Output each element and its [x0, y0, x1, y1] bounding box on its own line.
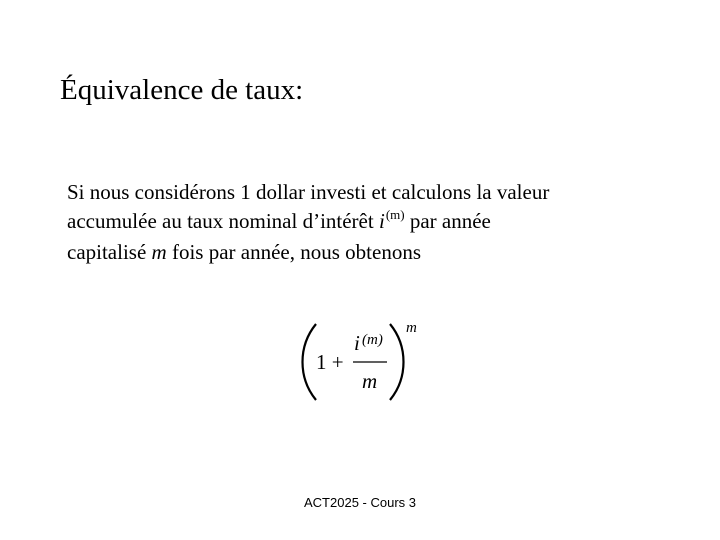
formula-svg	[296, 316, 426, 406]
formula-one-plus: 1 +	[316, 350, 344, 374]
variable-m: m	[151, 240, 167, 264]
paragraph-line-3	[67, 238, 687, 267]
slide-paragraph	[67, 178, 687, 267]
slide-title: Équivalence de taux:	[60, 74, 304, 106]
formula-numerator-sup: (m)	[362, 332, 383, 348]
formula-numerator-i: i	[354, 331, 360, 355]
paragraph-line-2	[67, 207, 687, 238]
slide-footer: ACT2025 - Cours 3	[304, 495, 416, 510]
right-paren	[390, 324, 404, 400]
formula-exponent: m	[406, 320, 417, 336]
superscript-m: (m)	[385, 207, 405, 222]
left-paren	[303, 324, 317, 400]
line3-tail: fois par année, nous obtenons	[166, 240, 421, 264]
line2-text: accumulée au taux nominal d’intérêt	[67, 209, 379, 233]
paragraph-line-1: Si nous considérons 1 dollar investi et calculons la valeur	[67, 180, 550, 204]
variable-i: i	[378, 209, 385, 233]
line3-text: capitalisé	[67, 240, 152, 264]
line2-tail: par année	[404, 209, 491, 233]
formula	[296, 316, 426, 406]
formula-denominator: m	[362, 369, 378, 393]
